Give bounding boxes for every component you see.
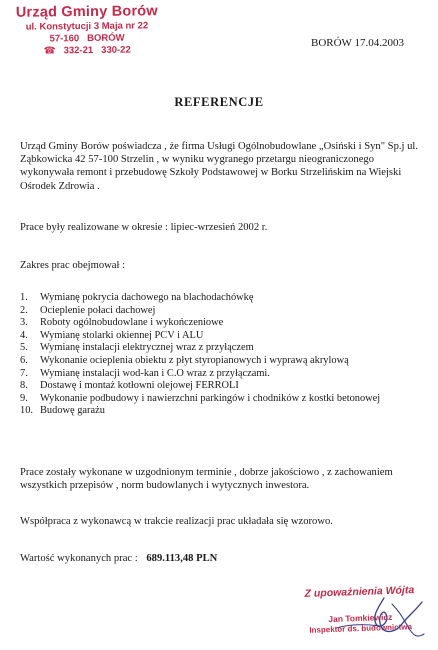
scope-intro: Zakres prac obejmował : xyxy=(20,260,126,271)
list-item: 6. Wykonanie ocieplenia obiektu z płyt styropianowych i wyprawą akrylową xyxy=(20,354,349,366)
signer-name: Jan Tomkiewicz xyxy=(328,611,393,625)
place-date: BORÓW 17.04.2003 xyxy=(311,37,404,49)
office-stamp xyxy=(6,3,169,58)
stamp-phone-row xyxy=(6,44,168,58)
list-item: 3. Roboty ogólnobudowlane i wykończeniowe xyxy=(20,317,224,329)
authorization-text: Z upoważnienia Wójta xyxy=(304,584,415,600)
document-title: REFERENCJE xyxy=(174,95,264,109)
list-item: 5. Wymianę instalacji elektrycznej wraz z przyłączem xyxy=(20,342,254,354)
stamp-office-name: Urząd Gminy Borów xyxy=(15,3,158,21)
signer-role: Inspektor ds. budownictwa xyxy=(309,622,413,635)
list-item: 8. Dostawę i montaż kotłowni olejowej FERROLI xyxy=(20,380,239,392)
intro-paragraph: Urząd Gminy Borów poświadcza , że firma Usługi Ogólnobudowlane „Osiński i Syn" Sp.j ul. Ząbkowicka 42 57-100 Strzelin , w wyniku wygranego przetargu nieograniczonego wykonywała remont i przebudowę Szkoły Podstawowej w Borku Strzelińskim na Wiejski Ośrodek Zdrowia . xyxy=(20,141,419,192)
stamp-phone-b: 330-22 xyxy=(101,44,131,56)
list-item: 10. Budowę garażu xyxy=(20,405,105,417)
list-item: 4. Wymianę stolarki okiennej PCV i ALU xyxy=(20,329,204,341)
list-item: 7. Wymianę instalacji wod-kan i C.O wraz z przyłączami. xyxy=(20,367,270,379)
stamp-address: ul. Konstytucji 3 Maja nr 22 xyxy=(25,20,149,33)
phone-icon: ☎ xyxy=(43,45,56,57)
cooperation-paragraph: Współpraca z wykonawcą w trakcie realizacji prac układała się wzorowo. xyxy=(20,516,333,527)
handwritten-signature xyxy=(306,594,434,642)
stamp-postal-code: 57-160 xyxy=(49,33,80,45)
list-item: 2. Ocieplenie połaci dachowej xyxy=(20,304,156,316)
stamp-phone-a: 332-21 xyxy=(63,44,94,57)
stamp-city: BORÓW xyxy=(87,32,125,44)
quality-paragraph: Prace zostały wykonane w uzgodnionym terminie , dobrze jakościowo , z zachowaniem wszystkich przepisów , norm budowlanych i wytycznych inwestora. xyxy=(20,467,393,492)
contract-value xyxy=(20,553,217,564)
value-amount: 689.113,48 PLN xyxy=(146,553,218,564)
period-paragraph: Prace były realizowane w okresie : lipiec-wrzesień 2002 r. xyxy=(20,222,268,233)
list-item: 9. Wykonanie podbudowy i nawierzchni parkingów i chodników z kostki betonowej xyxy=(20,392,381,404)
list-item: 1. Wymianę pokrycia dachowego na blachodachówkę xyxy=(20,292,254,303)
scope-list xyxy=(20,292,430,418)
value-label: Wartość wykonanych prac : xyxy=(20,553,138,564)
